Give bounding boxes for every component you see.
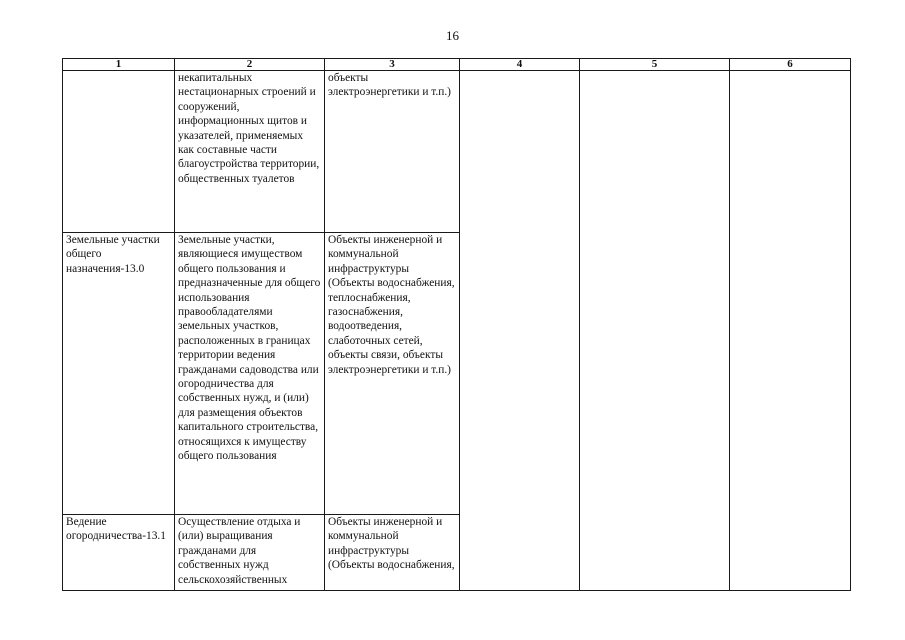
cell-description — [175, 515, 325, 591]
cell-objects — [325, 71, 460, 233]
cell-empty-5 — [580, 71, 730, 591]
cell-description — [175, 71, 325, 233]
cell-text: Осуществление отдыха и (или) выращивания гражданами для собственных нужд сельскохозяйственных — [178, 516, 301, 586]
cell-objects — [325, 515, 460, 591]
table-header-row — [63, 59, 851, 71]
cell-text: Земельные участки, являющиеся имуществом общего пользования и предназначенные для общего использования правообладателями земельных участков, расположенных в границах территории ведения гражданами садоводства или огородничества для собственных нужд, и (или) для размещения объектов капитального строительства, относящихся к имуществу общего пользования — [178, 234, 321, 463]
cell-text: Объекты инженерной и коммунальной инфраструктуры (Объекты водоснабжения, — [328, 516, 455, 572]
cell-empty-6 — [730, 71, 851, 591]
cell-land-type — [63, 71, 175, 233]
cell-text: объекты электроэнергетики и т.п.) — [328, 72, 451, 99]
cell-description — [175, 233, 325, 515]
cell-text: Объекты инженерной и коммунальной инфраструктуры (Объекты водоснабжения, теплоснабжения, газоснабжения, водоотведения, слаботочных сетей, объекты связи, объекты электроэнергетики и т.п.) — [328, 234, 455, 376]
column-header-4: 4 — [460, 59, 580, 71]
cell-objects — [325, 233, 460, 515]
cell-text: Ведение огородничества-13.1 — [66, 516, 166, 543]
column-header-2: 2 — [175, 59, 325, 71]
column-header-6: 6 — [730, 59, 851, 71]
land-use-table — [62, 58, 851, 591]
page-number: 16 — [446, 28, 459, 43]
cell-text: некапитальных нестационарных строений и сооружений, информационных щитов и указателей, применяемых как составные части благоустройства территории, общественных туалетов — [178, 72, 320, 185]
cell-text: Земельные участки общего назначения-13.0 — [66, 234, 160, 275]
table-row — [63, 71, 851, 233]
cell-land-type — [63, 515, 175, 591]
column-header-5: 5 — [580, 59, 730, 71]
cell-land-type — [63, 233, 175, 515]
cell-empty-4 — [460, 71, 580, 591]
column-header-3: 3 — [325, 59, 460, 71]
column-header-1: 1 — [63, 59, 175, 71]
